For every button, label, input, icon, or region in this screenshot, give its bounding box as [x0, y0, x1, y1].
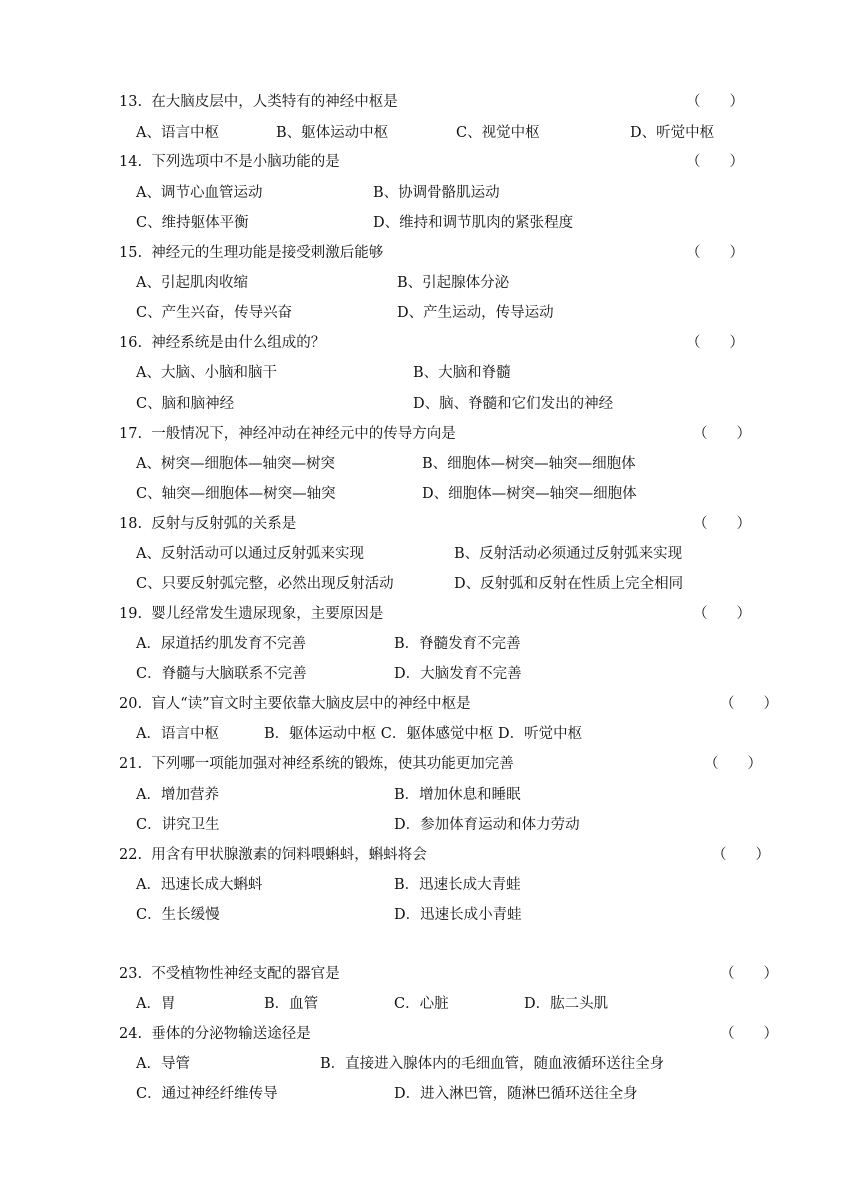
- option-bcd: B．躯体运动中枢 C．躯体感觉中枢 D．听觉中枢: [264, 726, 583, 742]
- answer-bracket: （ ）: [693, 606, 751, 622]
- answer-bracket: （ ）: [686, 94, 744, 110]
- option-a: A、语言中枢: [136, 125, 219, 141]
- option-a: A．尿道括约肌发育不完善: [136, 636, 306, 652]
- answer-bracket: （ ）: [704, 756, 762, 772]
- question-23: 23. 不受植物性神经支配的器官是: [119, 966, 340, 982]
- answer-bracket: （ ）: [720, 966, 778, 982]
- option-c: C、产生兴奋，传导兴奋: [136, 305, 293, 321]
- option-c: C、维持躯体平衡: [136, 215, 249, 231]
- option-a: A．语言中枢: [136, 726, 219, 742]
- question-24: 24. 垂体的分泌物输送途径是: [119, 1026, 311, 1042]
- option-d: D．参加体育运动和体力劳动: [394, 817, 580, 833]
- answer-bracket: （ ）: [686, 154, 744, 170]
- option-c: C．脊髓与大脑联系不完善: [136, 666, 307, 682]
- option-d: D、细胞体—树突—轴突—细胞体: [422, 486, 637, 502]
- option-b: B、反射活动必须通过反射弧来实现: [454, 546, 683, 562]
- question-17: 17. 一般情况下，神经冲动在神经元中的传导方向是: [119, 426, 456, 442]
- answer-bracket: （ ）: [693, 426, 751, 442]
- option-a: A．迅速长成大蝌蚪: [136, 877, 263, 893]
- option-d: D．肱二头肌: [524, 996, 609, 1012]
- option-b: B．迅速长成大青蛙: [394, 877, 521, 893]
- option-d: D、产生运动，传导运动: [397, 305, 554, 321]
- option-d: D．迅速长成小青蛙: [394, 907, 522, 923]
- option-c: C．通过神经纤维传导: [136, 1086, 278, 1102]
- option-c: C．心脏: [394, 996, 449, 1012]
- option-a: A、树突—细胞体—轴突—树突: [136, 456, 335, 472]
- question-16: 16. 神经系统是由什么组成的？: [119, 335, 326, 351]
- option-b: B、引起腺体分泌: [397, 275, 510, 291]
- option-a: A、反射活动可以通过反射弧来实现: [136, 546, 364, 562]
- option-a: A、引起肌肉收缩: [136, 275, 248, 291]
- answer-bracket: （ ）: [712, 847, 770, 863]
- answer-bracket: （ ）: [720, 1026, 778, 1042]
- question-21: 21. 下列哪一项能加强对神经系统的锻炼，使其功能更加完善: [119, 756, 514, 772]
- question-18: 18. 反射与反射弧的关系是: [119, 516, 297, 532]
- option-b: B、细胞体—树突—轴突—细胞体: [422, 456, 636, 472]
- option-c: C．讲究卫生: [136, 817, 220, 833]
- option-d: D、脑、脊髓和它们发出的神经: [413, 396, 614, 412]
- option-a: A、大脑、小脑和脑干: [136, 365, 277, 381]
- option-b: B．直接进入腺体内的毛细血管，随血液循环送往全身: [320, 1056, 665, 1072]
- option-a: A．增加营养: [136, 787, 219, 803]
- option-b: B．脊髓发育不完善: [394, 636, 521, 652]
- option-d: D、反射弧和反射在性质上完全相同: [454, 576, 684, 592]
- question-22: 22. 用含有甲状腺激素的饲料喂蝌蚪，蝌蚪将会: [119, 847, 427, 863]
- option-a: A．导管: [136, 1056, 190, 1072]
- question-13: 13. 在大脑皮层中，人类特有的神经中枢是: [119, 94, 398, 110]
- option-b: B．血管: [264, 996, 319, 1012]
- option-d: D．大脑发育不完善: [394, 666, 522, 682]
- answer-bracket: （ ）: [720, 696, 778, 712]
- option-b: B．增加休息和睡眠: [394, 787, 521, 803]
- answer-bracket: （ ）: [693, 516, 751, 532]
- answer-bracket: （ ）: [686, 245, 744, 261]
- option-c: C、只要反射弧完整，必然出现反射活动: [136, 576, 394, 592]
- option-d: D、听觉中枢: [630, 125, 715, 141]
- answer-bracket: （ ）: [686, 335, 744, 351]
- option-b: B、协调骨骼肌运动: [373, 185, 500, 201]
- option-b: B、大脑和脊髓: [413, 365, 511, 381]
- question-15: 15. 神经元的生理功能是接受刺激后能够: [119, 245, 384, 261]
- option-d: D．进入淋巴管，随淋巴循环送往全身: [394, 1086, 638, 1102]
- question-14: 14. 下列选项中不是小脑功能的是: [119, 154, 340, 170]
- option-c: C、脑和脑神经: [136, 396, 235, 412]
- option-a: A、调节心血管运动: [136, 185, 263, 201]
- option-b: B、躯体运动中枢: [276, 125, 389, 141]
- question-20: 20. 盲人“读”盲文时主要依靠大脑皮层中的神经中枢是: [119, 696, 471, 712]
- option-c: C．生长缓慢: [136, 907, 220, 923]
- option-d: D、维持和调节肌肉的紧张程度: [373, 215, 574, 231]
- option-a: A．胃: [136, 996, 176, 1012]
- question-19: 19. 婴儿经常发生遗尿现象，主要原因是: [119, 606, 384, 622]
- option-c: C、轴突—细胞体—树突—轴突: [136, 486, 336, 502]
- option-c: C、视觉中枢: [456, 125, 540, 141]
